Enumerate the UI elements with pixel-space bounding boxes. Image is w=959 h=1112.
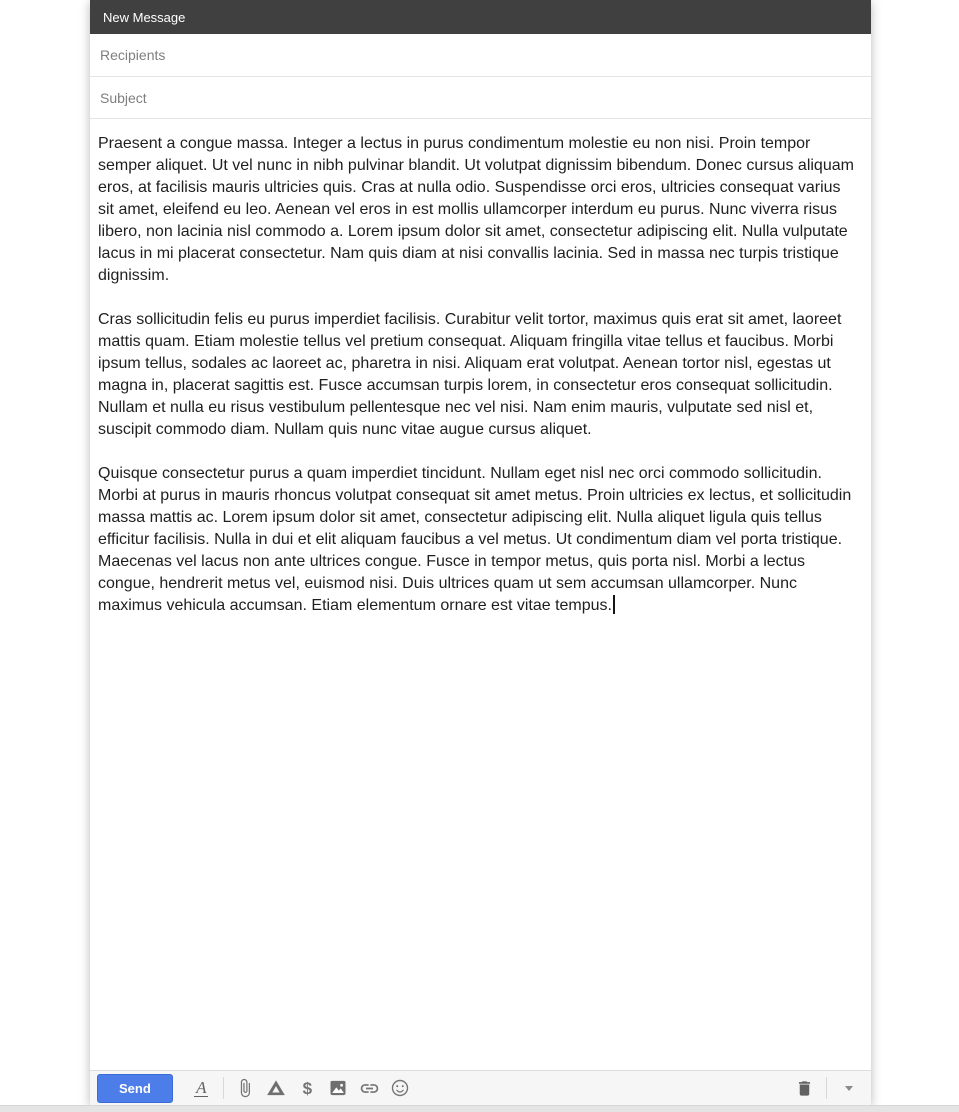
drive-icon [266,1078,286,1098]
formatting-options-icon: A [196,1078,207,1097]
discard-draft-button[interactable] [789,1074,820,1103]
more-options-button[interactable] [833,1074,864,1103]
page-bottom-strip [0,1105,959,1112]
toolbar-divider [223,1077,224,1099]
insert-link-button[interactable] [354,1074,385,1103]
compose-toolbar [90,1070,871,1105]
insert-from-drive-button[interactable] [261,1074,292,1103]
insert-photo-icon [328,1078,348,1098]
recipients-input[interactable] [100,47,861,63]
compose-title: New Message [103,9,186,25]
toolbar-right-group [789,1074,864,1103]
send-money-button[interactable] [292,1074,323,1103]
text-cursor [613,595,615,614]
compose-header[interactable] [90,0,871,34]
attach-files-icon [235,1078,255,1098]
send-button[interactable]: Send [97,1074,173,1103]
subject-input[interactable] [100,90,861,106]
more-options-icon [845,1086,853,1091]
message-body-editor[interactable] [90,119,871,1070]
subject-row[interactable] [90,77,871,119]
body-paragraph: Praesent a congue massa. Integer a lectus in purus condimentum molestie eu non nisi. Proin tempor semper aliquet. Ut vel nunc in nibh pulvinar blandit. Ut volutpat dignissim bibendum. Donec cursus aliquam eros, at facilisis mauris ultricies quis. Cras at nulla odio. Suspendisse orci eros, ultricies consequat varius sit amet, eleifend eu leo. Aenean vel eros in est mollis ullamcorper interdum eu purus. Nunc viverra risus libero, non lacinia nisl commodo a. Lorem ipsum dolor sit amet, consectetur adipiscing elit. Nulla vulputate lacus in mi placerat consectetur. Nam quis diam at nisi convallis lacinia. Sed in massa nec turpis tristique dignissim. [98,135,854,284]
insert-link-icon [359,1078,380,1099]
formatting-options-button[interactable] [186,1074,217,1103]
send-money-icon: $ [302,1078,313,1098]
body-paragraph: Quisque consectetur purus a quam imperdiet tincidunt. Nullam eget nisl nec orci commodo sollicitudin. Morbi at purus in mauris rhoncus volutpat consequat sit amet metus. Proin ultricies ex lectus, et sollicitudin massa mattis ac. Lorem ipsum dolor sit amet, consectetur adipiscing elit. Nulla aliquet ligula quis tellus efficitur facilisis. Nulla in dui et elit aliquam faucibus a vel metus. Ut condimentum diam vel porta tristique. Maecenas vel lacus non ante ultrices congue. Fusce in tempor metus, quis porta nisl. Morbi a lectus congue, hendrerit metus vel, euismod nisi. Duis ultrices quam ut sem accumsan ullamcorper. Nunc maximus vehicula accumsan. Etiam elementum ornare est vitae tempus. [98,465,852,614]
compose-window [90,0,871,1105]
body-paragraph: Cras sollicitudin felis eu purus imperdiet facilisis. Curabitur velit tortor, maximus quis erat sit amet, laoreet mattis quam. Etiam molestie tellus vel pretium consequat. Aliquam fringilla vitae tellus et faucibus. Morbi ipsum tellus, sodales ac laoreet ac, pharetra in nisi. Aliquam erat volutpat. Aenean tortor nisl, egestas ut magna in, placerat sagittis est. Fusce accumsan turpis lorem, in consectetur eros consequat sollicitudin. Nullam et nulla eu risus vestibulum pellentesque nec vel nisi. Nam enim mauris, vulputate sed nisl et, suscipit commodo diam. Nullam quis nunc vitae augue cursus aliquet. [98,311,842,438]
insert-emoji-icon [390,1078,410,1098]
insert-emoji-button[interactable] [385,1074,416,1103]
discard-draft-icon [795,1079,814,1098]
insert-photo-button[interactable] [323,1074,354,1103]
attach-files-button[interactable] [230,1074,261,1103]
toolbar-divider [826,1077,827,1099]
recipients-row[interactable] [90,34,871,77]
